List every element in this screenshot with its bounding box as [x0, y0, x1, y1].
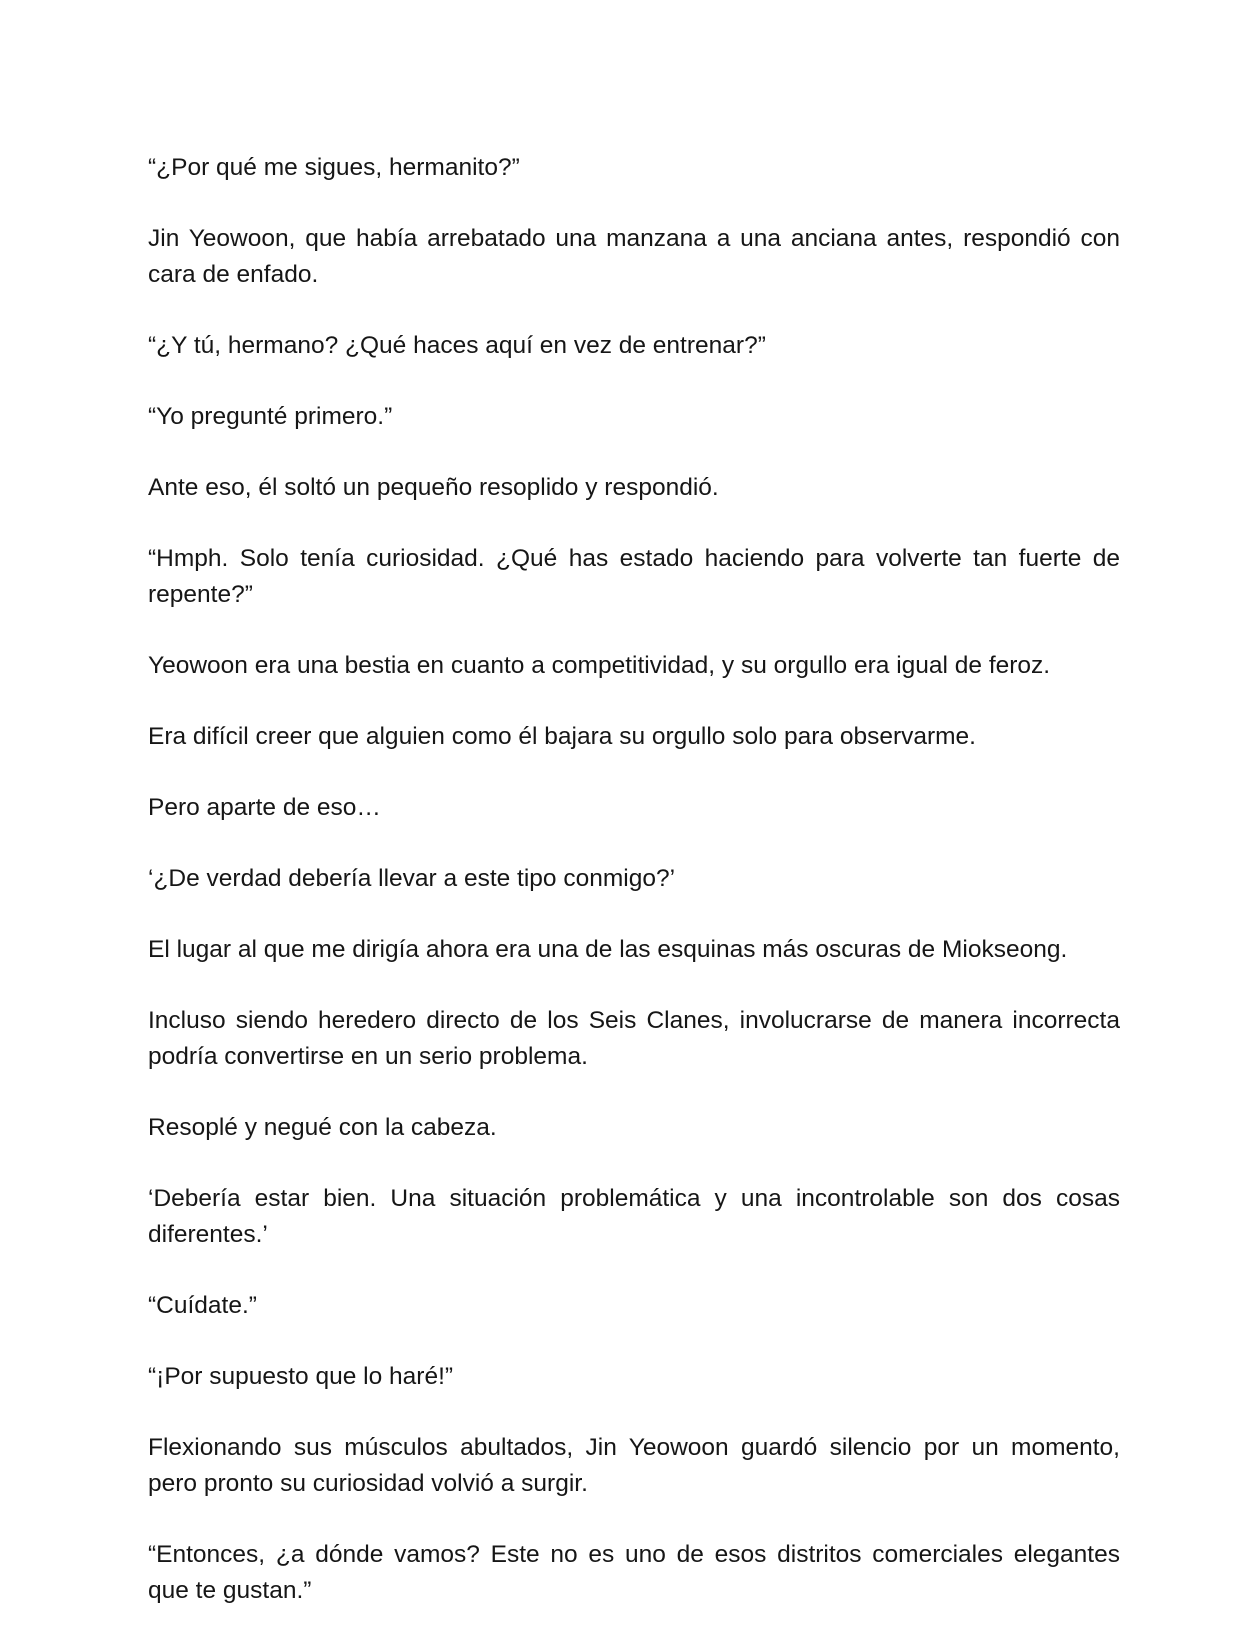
paragraph: Pero aparte de eso… — [148, 794, 381, 821]
paragraph: Flexionando sus músculos abultados, Jin Yeowoon guardó silencio por un momento, pero pronto su curiosidad volvió a surgir. — [148, 1434, 1120, 1497]
paragraph: “Yo pregunté primero.” — [148, 403, 393, 430]
paragraph: Yeowoon era una bestia en cuanto a competitividad, y su orgullo era igual de feroz. — [148, 652, 1051, 679]
paragraph: El lugar al que me dirigía ahora era una de las esquinas más oscuras de Miokseong. — [148, 936, 1068, 963]
paragraph: Incluso siendo heredero directo de los Seis Clanes, involucrarse de manera incorrecta podría convertirse en un serio problema. — [148, 1007, 1120, 1070]
paragraph: “Cuídate.” — [148, 1292, 257, 1319]
paragraph: “Hmph. Solo tenía curiosidad. ¿Qué has estado haciendo para volverte tan fuerte de repente?” — [148, 545, 1120, 608]
paragraph: Ante eso, él soltó un pequeño resoplido y respondió. — [148, 474, 719, 501]
paragraph: “¡Por supuesto que lo haré!” — [148, 1363, 454, 1390]
paragraph: ‘¿De verdad debería llevar a este tipo conmigo?’ — [148, 865, 676, 892]
paragraph: Era difícil creer que alguien como él bajara su orgullo solo para observarme. — [148, 723, 976, 750]
paragraph: Resoplé y negué con la cabeza. — [148, 1114, 497, 1141]
paragraph: Jin Yeowoon, que había arrebatado una manzana a una anciana antes, respondió con cara de enfado. — [148, 225, 1120, 288]
paragraph: “¿Por qué me sigues, hermanito?” — [148, 154, 520, 181]
paragraph: “Entonces, ¿a dónde vamos? Este no es uno de esos distritos comerciales elegantes que te gustan.” — [148, 1541, 1120, 1604]
paragraph: ‘Debería estar bien. Una situación problemática y una incontrolable son dos cosas diferentes.’ — [148, 1185, 1120, 1248]
paragraph: “¿Y tú, hermano? ¿Qué haces aquí en vez de entrenar?” — [148, 332, 766, 359]
text-body — [148, 150, 1120, 1644]
